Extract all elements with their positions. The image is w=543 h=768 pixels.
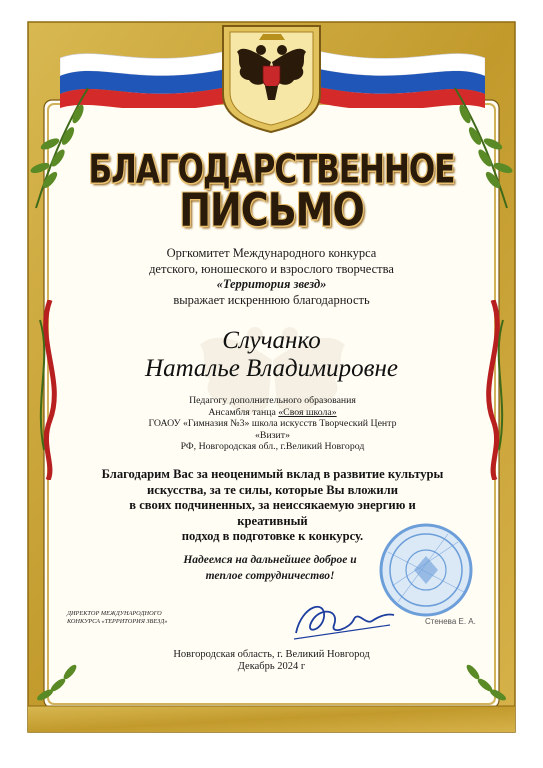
thanks-line4: подход в подготовке к конкурсу. <box>181 529 364 543</box>
director-line2: КОНКУРСА «ТЕРРИТОРИЯ ЗВЕЗД» <box>67 618 168 625</box>
certificate-title-line2: ПИСЬМО <box>179 183 364 237</box>
double-headed-eagle-icon <box>215 22 328 134</box>
organizer-line1: Оргкомитет Международного конкурса <box>166 246 377 260</box>
recipient-surname: Случанко <box>222 327 321 354</box>
laurel-bottom-right-icon <box>453 650 513 710</box>
thanks-line2: искусства, за те силы, которые Вы вложили <box>147 482 398 497</box>
director-title <box>67 610 167 626</box>
closing-line1: Надеемся на дальнейшее доброе и <box>183 554 357 566</box>
place: Новгородская область, г. Великий Новгород <box>173 649 370 660</box>
position-block <box>140 395 405 453</box>
date: Декабрь 2024 г <box>237 661 306 672</box>
contest-name: «Территория звезд» <box>216 277 327 291</box>
position-line1: Педагогу дополнительного образования <box>189 395 356 406</box>
director-name: Стенева Е. А. <box>425 617 476 626</box>
organizer-line2: детского, юношеского и взрослого творчества <box>149 261 394 276</box>
position-line2 <box>140 407 405 419</box>
closing-line2: теплое сотрудничество! <box>205 570 335 582</box>
director-line1: ДИРЕКТОР МЕЖДУНАРОДНОГО <box>67 610 162 617</box>
position-line2-prefix: Ансамбля танца <box>208 406 279 418</box>
handwritten-signature <box>290 595 400 645</box>
recipient-given-names: Наталье Владимировне <box>145 355 398 382</box>
organizer-block <box>120 246 423 308</box>
organizer-line4: выражает искреннюю благодарность <box>173 292 370 307</box>
laurel-bottom-left-icon <box>30 650 90 710</box>
ensemble-name: «Своя школа» <box>278 406 337 418</box>
thanks-line3: в своих подчиненных, за неиссякаемую энергию и креативный <box>129 498 416 528</box>
thanks-line1: Благодарим Вас за неоценимый вклад в развитие культуры <box>101 467 444 481</box>
place-date-block <box>140 649 403 673</box>
certificate-title-line1: БЛАГОДАРСТВЕННОЕ <box>88 147 455 193</box>
position-line4: РФ, Новгородская обл., г.Великий Новгород <box>180 441 365 452</box>
closing-wish <box>170 552 370 584</box>
position-line3: ГОАОУ «Гимназия №3» школа искусств Творческий Центр «Визит» <box>148 418 397 441</box>
